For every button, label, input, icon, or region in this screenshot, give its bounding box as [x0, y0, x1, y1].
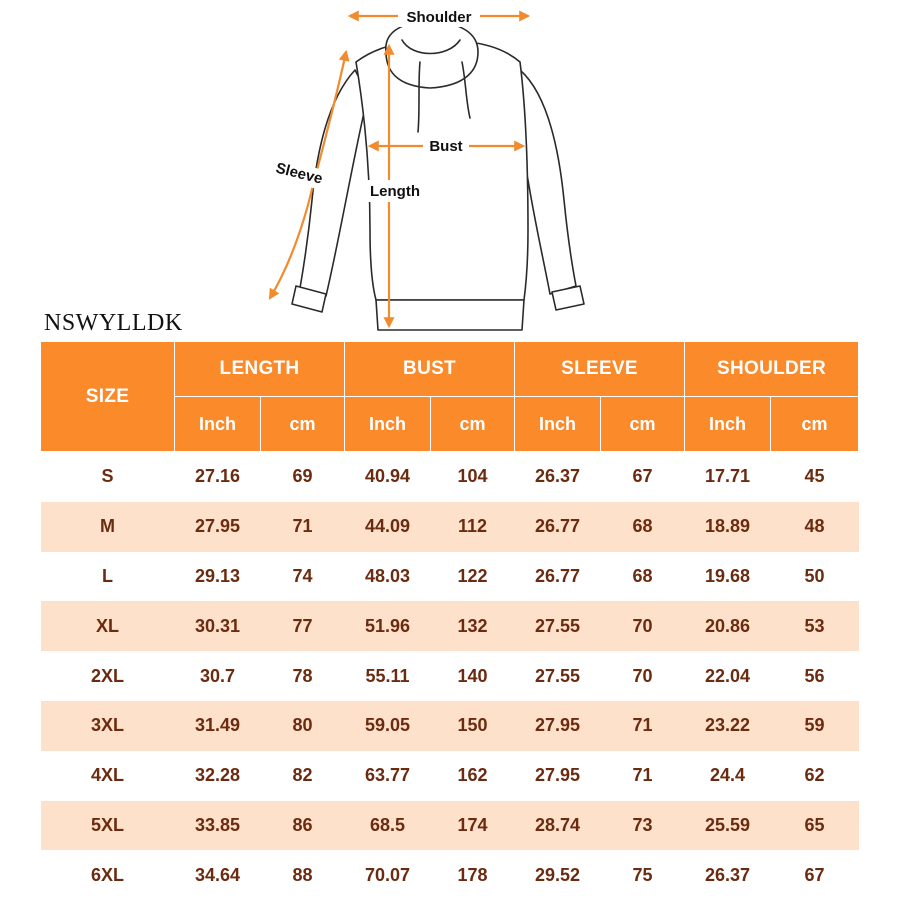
- value-cell: 28.74: [515, 801, 601, 851]
- value-cell: 71: [261, 502, 345, 552]
- value-cell: 80: [261, 701, 345, 751]
- value-cell: 67: [771, 850, 859, 900]
- table-row: [41, 850, 859, 900]
- value-cell: 174: [431, 801, 515, 851]
- value-cell: 40.94: [345, 452, 431, 502]
- size-chart-table: [40, 341, 859, 900]
- value-cell: 26.37: [685, 850, 771, 900]
- value-cell: 34.64: [175, 850, 261, 900]
- table-row: [41, 801, 859, 851]
- value-cell: 31.49: [175, 701, 261, 751]
- value-cell: 88: [261, 850, 345, 900]
- value-cell: 33.85: [175, 801, 261, 851]
- value-cell: 27.55: [515, 651, 601, 701]
- length-header: LENGTH: [175, 342, 345, 397]
- size-cell: S: [41, 452, 175, 502]
- value-cell: 122: [431, 552, 515, 602]
- value-cell: 48.03: [345, 552, 431, 602]
- value-cell: 75: [601, 850, 685, 900]
- bust-label: Bust: [429, 138, 463, 155]
- value-cell: 27.95: [515, 751, 601, 801]
- value-cell: 29.13: [175, 552, 261, 602]
- value-cell: 48: [771, 502, 859, 552]
- value-cell: 70: [601, 651, 685, 701]
- shoulder-cm-header: cm: [771, 397, 859, 452]
- value-cell: 44.09: [345, 502, 431, 552]
- value-cell: 45: [771, 452, 859, 502]
- value-cell: 71: [601, 751, 685, 801]
- table-row: [41, 701, 859, 751]
- value-cell: 50: [771, 552, 859, 602]
- sleeve-inch-header: Inch: [515, 397, 601, 452]
- size-cell: 4XL: [41, 751, 175, 801]
- table-row: [41, 751, 859, 801]
- shoulder-header: SHOULDER: [685, 342, 859, 397]
- sleeve-header: SLEEVE: [515, 342, 685, 397]
- value-cell: 17.71: [685, 452, 771, 502]
- sleeve-cm-header: cm: [601, 397, 685, 452]
- group-header-row: [41, 342, 859, 397]
- value-cell: 32.28: [175, 751, 261, 801]
- value-cell: 23.22: [685, 701, 771, 751]
- shoulder-inch-header: Inch: [685, 397, 771, 452]
- value-cell: 132: [431, 601, 515, 651]
- value-cell: 104: [431, 452, 515, 502]
- value-cell: 29.52: [515, 850, 601, 900]
- table-row: [41, 651, 859, 701]
- shoulder-label: Shoulder: [406, 9, 472, 26]
- value-cell: 68: [601, 552, 685, 602]
- value-cell: 68.5: [345, 801, 431, 851]
- value-cell: 30.7: [175, 651, 261, 701]
- value-cell: 22.04: [685, 651, 771, 701]
- table-row: [41, 552, 859, 602]
- table-row: [41, 452, 859, 502]
- value-cell: 67: [601, 452, 685, 502]
- value-cell: 71: [601, 701, 685, 751]
- size-column-header: SIZE: [41, 342, 175, 452]
- size-cell: 2XL: [41, 651, 175, 701]
- value-cell: 82: [261, 751, 345, 801]
- value-cell: 30.31: [175, 601, 261, 651]
- bust-inch-header: Inch: [345, 397, 431, 452]
- size-cell: M: [41, 502, 175, 552]
- value-cell: 20.86: [685, 601, 771, 651]
- value-cell: 26.77: [515, 502, 601, 552]
- value-cell: 59.05: [345, 701, 431, 751]
- value-cell: 25.59: [685, 801, 771, 851]
- value-cell: 69: [261, 452, 345, 502]
- value-cell: 51.96: [345, 601, 431, 651]
- value-cell: 65: [771, 801, 859, 851]
- size-cell: 3XL: [41, 701, 175, 751]
- value-cell: 26.37: [515, 452, 601, 502]
- value-cell: 19.68: [685, 552, 771, 602]
- value-cell: 70.07: [345, 850, 431, 900]
- table-row: [41, 601, 859, 651]
- value-cell: 53: [771, 601, 859, 651]
- value-cell: 112: [431, 502, 515, 552]
- bust-cm-header: cm: [431, 397, 515, 452]
- value-cell: 78: [261, 651, 345, 701]
- value-cell: 27.16: [175, 452, 261, 502]
- brand-name: NSWYLLDK: [44, 310, 183, 336]
- value-cell: 55.11: [345, 651, 431, 701]
- value-cell: 73: [601, 801, 685, 851]
- table-row: [41, 502, 859, 552]
- length-label: Length: [370, 183, 420, 200]
- size-cell: 6XL: [41, 850, 175, 900]
- value-cell: 68: [601, 502, 685, 552]
- value-cell: 86: [261, 801, 345, 851]
- value-cell: 56: [771, 651, 859, 701]
- value-cell: 59: [771, 701, 859, 751]
- length-cm-header: cm: [261, 397, 345, 452]
- value-cell: 150: [431, 701, 515, 751]
- value-cell: 178: [431, 850, 515, 900]
- value-cell: 18.89: [685, 502, 771, 552]
- sleeve-label: Sleeve: [273, 159, 325, 188]
- value-cell: 77: [261, 601, 345, 651]
- value-cell: 70: [601, 601, 685, 651]
- value-cell: 24.4: [685, 751, 771, 801]
- value-cell: 27.95: [515, 701, 601, 751]
- length-inch-header: Inch: [175, 397, 261, 452]
- value-cell: 62: [771, 751, 859, 801]
- value-cell: 27.55: [515, 601, 601, 651]
- size-cell: L: [41, 552, 175, 602]
- value-cell: 74: [261, 552, 345, 602]
- size-rows: [41, 452, 859, 900]
- hoodie-illustration: [292, 22, 584, 330]
- size-cell: XL: [41, 601, 175, 651]
- bust-header: BUST: [345, 342, 515, 397]
- value-cell: 27.95: [175, 502, 261, 552]
- value-cell: 162: [431, 751, 515, 801]
- size-cell: 5XL: [41, 801, 175, 851]
- value-cell: 140: [431, 651, 515, 701]
- value-cell: 26.77: [515, 552, 601, 602]
- value-cell: 63.77: [345, 751, 431, 801]
- hoodie-measurement-diagram: [0, 0, 900, 340]
